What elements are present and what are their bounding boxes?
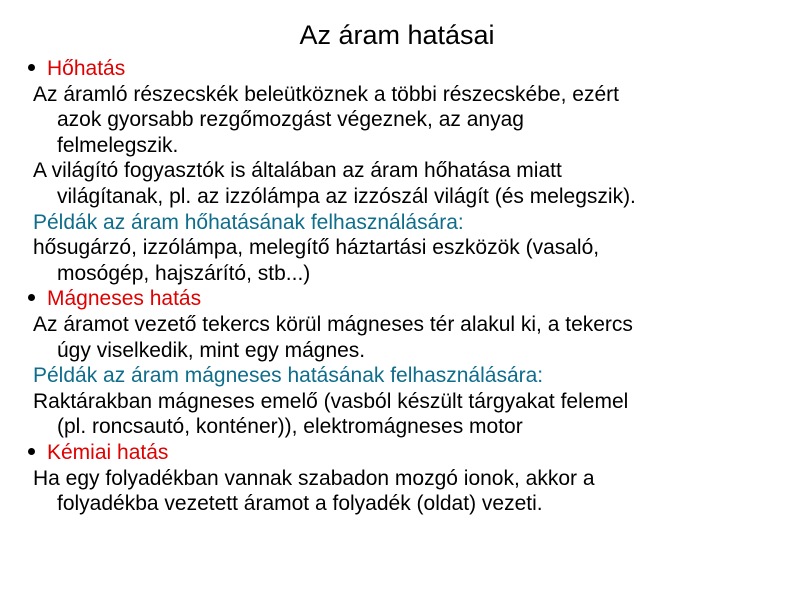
slide-title: Az áram hatásai: [299, 20, 495, 50]
section-heading-heat: [33, 56, 785, 82]
chemical-description: [33, 466, 785, 517]
text-line: folyadékba vezetett áramot a folyadék (oldat) vezeti.: [57, 492, 543, 516]
magnetic-examples-label: Példák az áram mágneses hatásának felhasználására:: [33, 364, 544, 388]
bullet-dot-icon: [28, 64, 35, 71]
text-line: felmelegszik.: [57, 133, 179, 157]
bullet-dot-icon: [28, 448, 35, 455]
text-line: Raktárakban mágneses emelő (vasból készült tárgyakat felemel: [33, 389, 629, 413]
magnetic-description: [33, 312, 785, 363]
text-line: mosógép, hajszárító, stb...): [57, 261, 311, 285]
text-line: Ha egy folyadékban vannak szabadon mozgó ionok, akkor a: [33, 466, 595, 490]
text-line: Az áramot vezető tekercs körül mágneses tér alakul ki, a tekercs: [33, 312, 633, 336]
magnetic-examples: [33, 389, 785, 440]
text-line: úgy viselkedik, mint egy mágnes.: [57, 338, 366, 362]
heat-lighting-note: [33, 158, 785, 209]
slide-body: [33, 56, 785, 517]
text-line: világítanak, pl. az izzólámpa az izzószál világít (és melegszik).: [57, 184, 636, 208]
heading-text: Mágneses hatás: [47, 287, 202, 311]
bullet-dot-icon: [28, 294, 35, 301]
heat-examples-label: Példák az áram hőhatásának felhasználására:: [33, 210, 464, 234]
heading-text: Hőhatás: [47, 57, 126, 80]
heat-examples: [33, 235, 785, 286]
text-line: hősugárzó, izzólámpa, melegítő háztartási eszközök (vasaló,: [33, 236, 600, 260]
section-heading-chemical: [33, 440, 785, 466]
heading-text: Kémiai hatás: [47, 440, 169, 464]
text-line: (pl. roncsautó, konténer)), elektromágneses motor: [57, 415, 523, 439]
section-heading-magnetic: [33, 286, 785, 312]
heat-description: [33, 82, 785, 159]
text-line: Az áramló részecskék beleütköznek a többi részecskébe, ezért: [33, 82, 619, 106]
text-line: A világító fogyasztók is általában az áram hőhatása miatt: [33, 159, 562, 183]
text-line: azok gyorsabb rezgőmozgást végeznek, az anyag: [57, 108, 524, 132]
